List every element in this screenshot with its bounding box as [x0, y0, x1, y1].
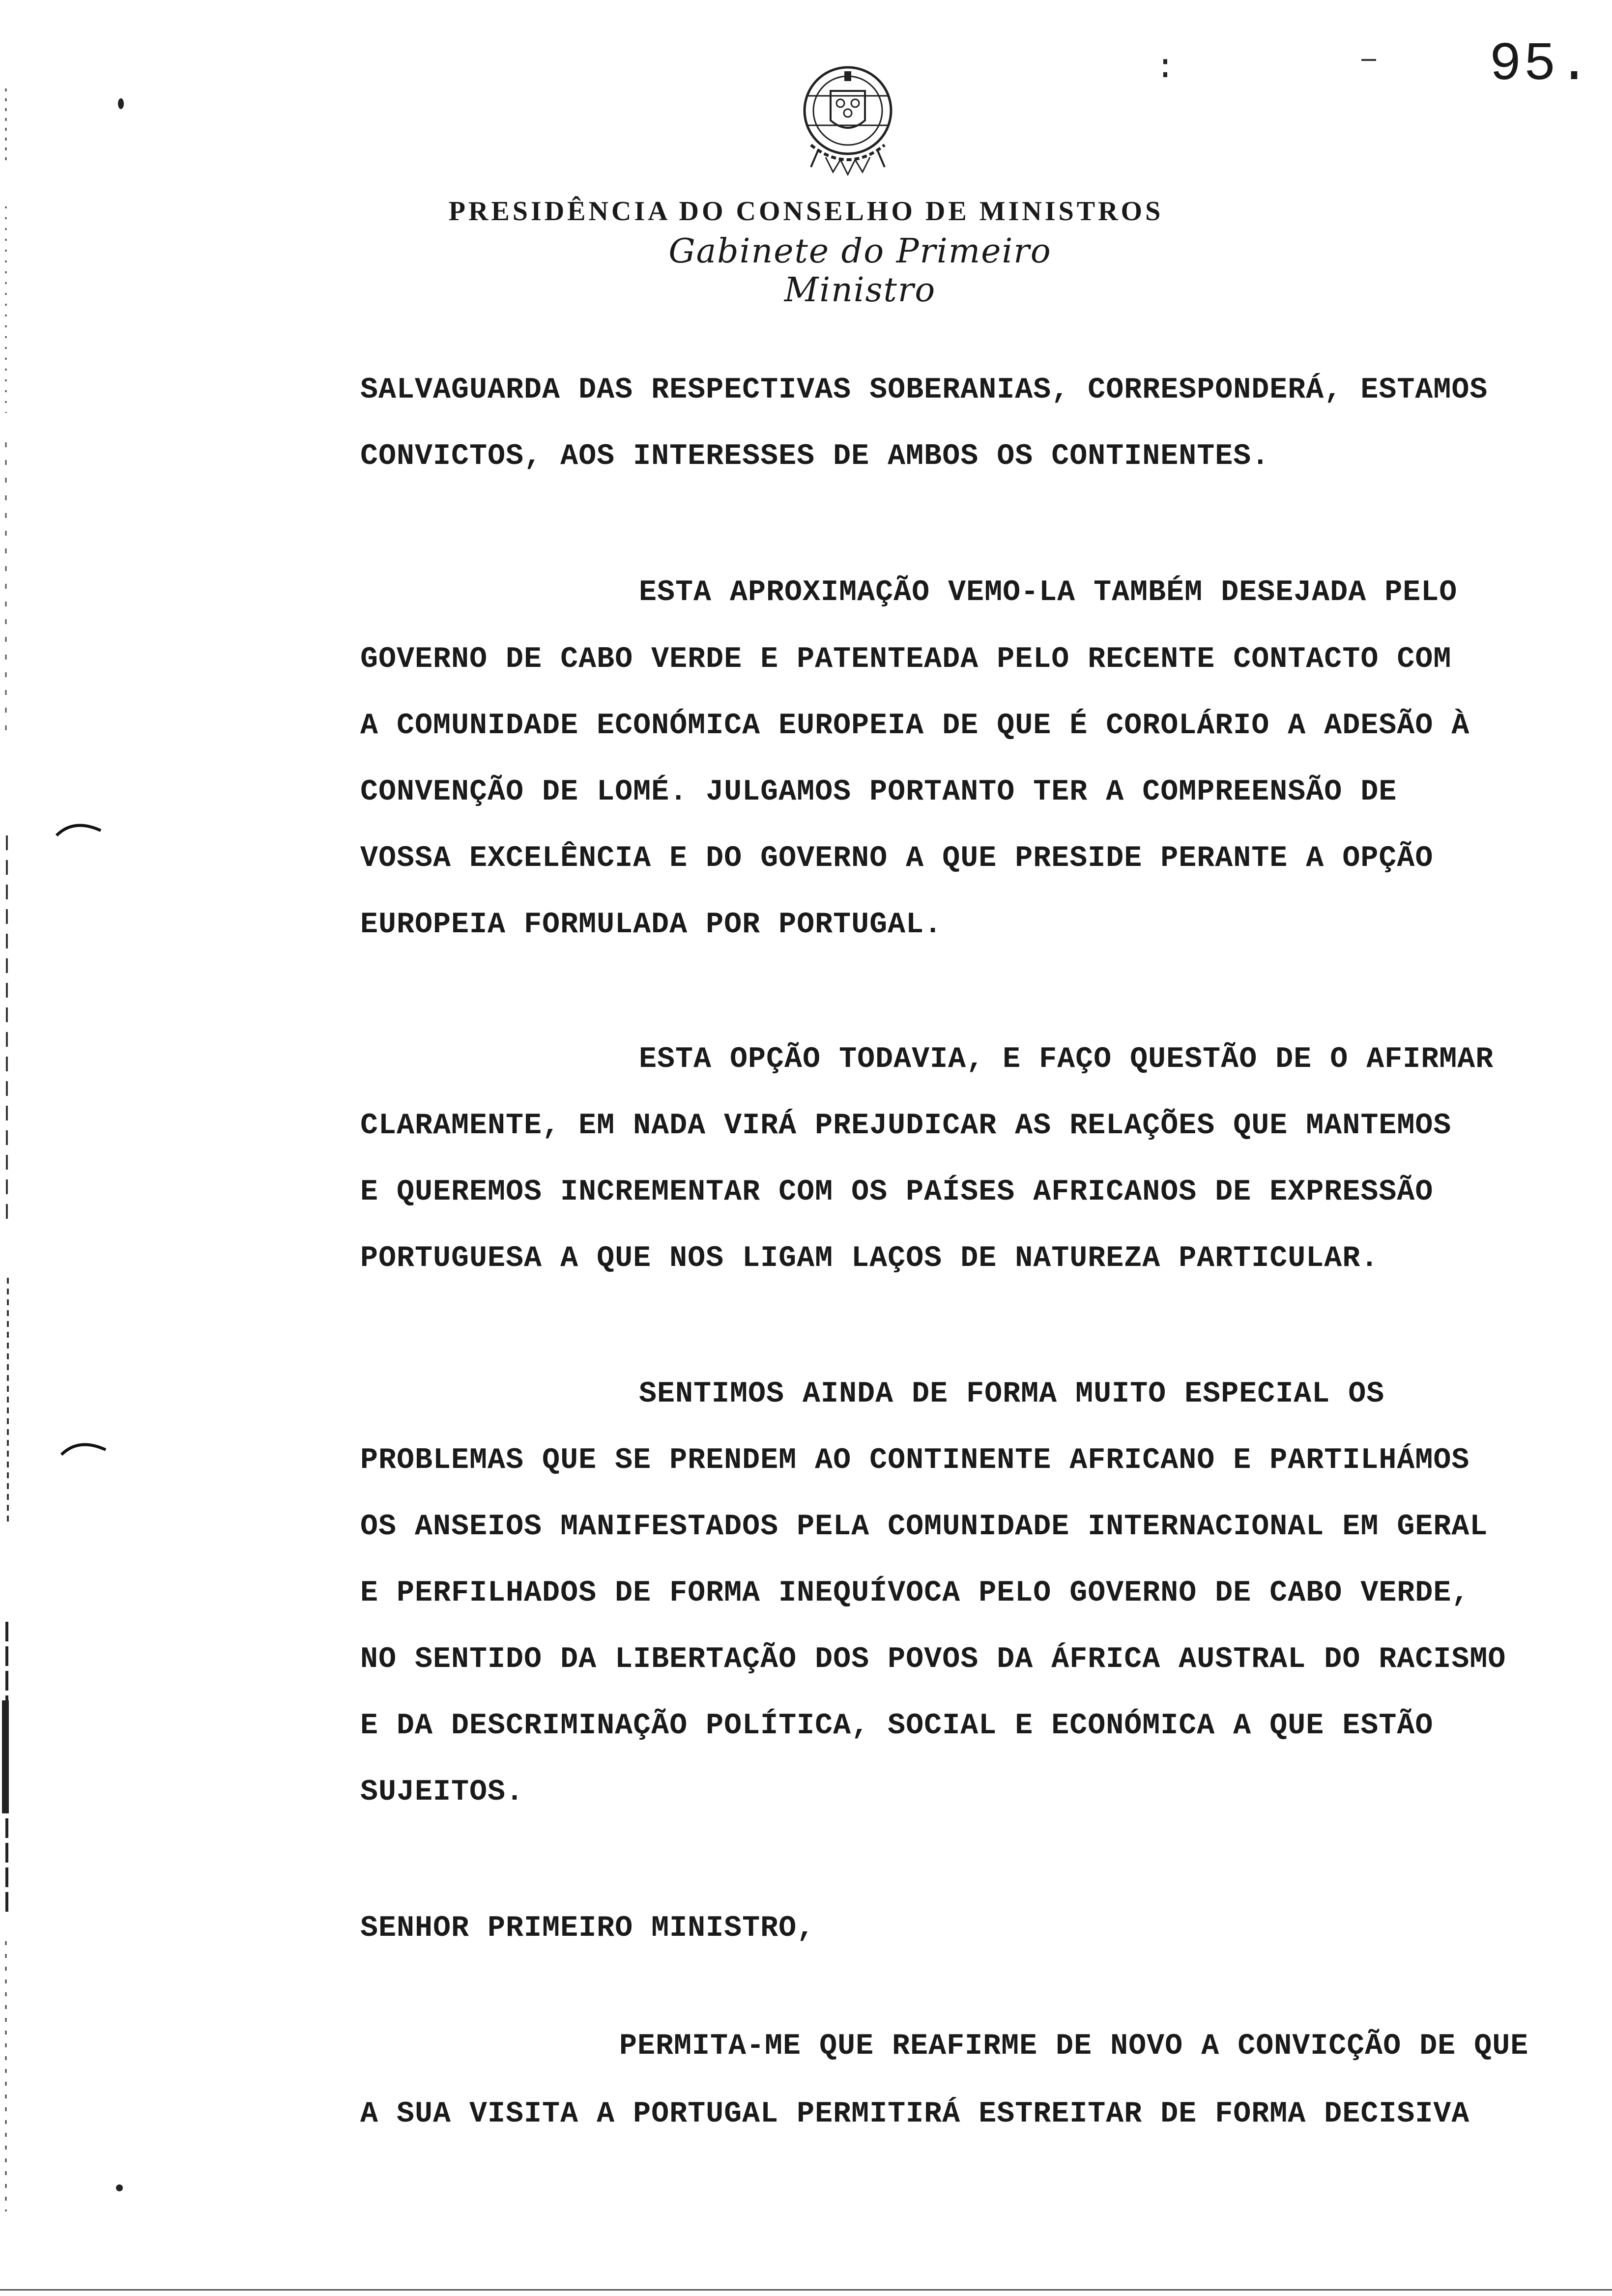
page-number: 95. [1489, 34, 1593, 96]
body-line: GOVERNO DE CABO VERDE E PATENTEADA PELO RECENTE CONTACTO COM [360, 643, 1452, 676]
body-line: EUROPEIA FORMULADA POR PORTUGAL. [360, 908, 943, 942]
body-line: PORTUGUESA A QUE NOS LIGAM LAÇOS DE NATUREZA PARTICULAR. [360, 1242, 1379, 1275]
salutation: SENHOR PRIMEIRO MINISTRO, [360, 1912, 815, 1945]
body-line: ESTA APROXIMAÇÃO VEMO-LA TAMBÉM DESEJADA PELO [639, 576, 1458, 609]
body-line: SENTIMOS AINDA DE FORMA MUITO ESPECIAL OS [639, 1378, 1385, 1411]
body-line: E DA DESCRIMINAÇÃO POLÍTICA, SOCIAL E ECONÓMICA A QUE ESTÃO [360, 1709, 1434, 1743]
margin-bracket-mark [59, 1435, 108, 1460]
letterhead-organization: PRESIDÊNCIA DO CONSELHO DE MINISTROS [448, 196, 1164, 227]
body-line: SALVAGUARDA DAS RESPECTIVAS SOBERANIAS, CORRESPONDERÁ, ESTAMOS [360, 373, 1488, 407]
margin-bracket-mark [54, 816, 103, 840]
portuguese-coat-of-arms-seal-icon [791, 61, 904, 179]
binding-edge-marks [0, 0, 29, 2296]
body-line: ESTA OPÇÃO TODAVIA, E FAÇO QUESTÃO DE O AFIRMAR [639, 1043, 1494, 1076]
body-line: CONVICTOS, AOS INTERESSES DE AMBOS OS CONTINENTES. [360, 440, 1270, 473]
body-line: PERMITA-ME QUE REAFIRME DE NOVO A CONVICÇÃO DE QUE [619, 2030, 1529, 2063]
body-line: SUJEITOS. [360, 1776, 524, 1809]
body-line: CLARAMENTE, EM NADA VIRÁ PREJUDICAR AS RELAÇÕES QUE MANTEMOS [360, 1109, 1452, 1143]
body-line: VOSSA EXCELÊNCIA E DO GOVERNO A QUE PRESIDE PERANTE A OPÇÃO [360, 842, 1434, 875]
stray-dash-mark [1361, 59, 1376, 61]
body-line: NO SENTIDO DA LIBERTAÇÃO DOS POVOS DA ÁFRICA AUSTRAL DO RACISMO [360, 1643, 1506, 1676]
body-line: A SUA VISITA A PORTUGAL PERMITIRÁ ESTREITAR DE FORMA DECISIVA [360, 2097, 1470, 2131]
body-line: CONVENÇÃO DE LOMÉ. JULGAMOS PORTANTO TER A COMPREENSÃO DE [360, 775, 1397, 809]
body-line: E QUEREMOS INCREMENTAR COM OS PAÍSES AFRICANOS DE EXPRESSÃO [360, 1176, 1434, 1209]
body-line: A COMUNIDADE ECONÓMICA EUROPEIA DE QUE É COROLÁRIO A ADESÃO À [360, 709, 1470, 743]
stray-mark: : [1155, 49, 1176, 88]
letterhead-office: Gabinete do Primeiro Ministro [668, 232, 1052, 310]
body-line: E PERFILHADOS DE FORMA INEQUÍVOCA PELO GOVERNO DE CABO VERDE, [360, 1577, 1470, 1610]
ink-speck [118, 98, 124, 109]
page-bottom-edge [0, 2289, 1612, 2291]
body-line: OS ANSEIOS MANIFESTADOS PELA COMUNIDADE INTERNACIONAL EM GERAL [360, 1510, 1488, 1544]
body-line: PROBLEMAS QUE SE PRENDEM AO CONTINENTE AFRICANO E PARTILHÁMOS [360, 1444, 1470, 1477]
ink-speck [116, 2184, 123, 2191]
